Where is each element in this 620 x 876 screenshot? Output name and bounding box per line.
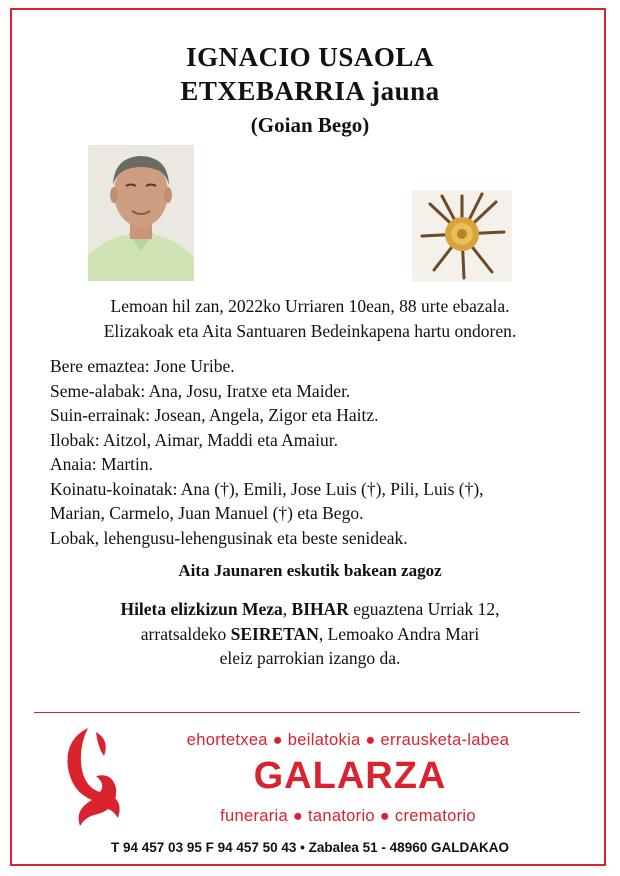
family-list [50,354,590,550]
funeral-place: , Lemoako Andra Mari [318,623,480,644]
family-line: Koinatu-koinatak: Ana (†), Emili, Jose Luis (†), Pili, Luis (†), [50,478,484,499]
death-notice-line1: Lemoan hil zan, 2022ko Urriaren 10ean, 88 urte ebazala. [110,296,510,316]
funeral-mass-label: Hileta elizkizun Meza [120,599,283,619]
funeral-separator: , [282,599,292,619]
funeral-time: SEIRETAN [230,623,319,644]
thistle-flower-image [412,190,512,282]
death-notice-line2: Elizakoak eta Aita Santuaren Bedeinkapena hartu ondoren. [103,321,517,341]
funeral-day: BIHAR [291,599,349,619]
family-line: Marian, Carmelo, Juan Manuel (†) eta Bego. [50,503,364,523]
brand-name: GALARZA [253,755,447,797]
goian-bego-text: (Goian Bego) [250,113,370,137]
deceased-name-line2: ETXEBARRIA jauna [180,76,440,106]
contact-info: T 94 457 03 95 F 94 457 50 43 • Zabalea 51 - 48960 GALDAKAO [111,840,509,855]
funeral-date: eguaztena Urriak 12, [348,599,500,619]
family-line: Ilobak: Aitzol, Aimar, Maddi eta Amaiur. [50,429,338,450]
portrait-photo [88,145,194,281]
funeral-line3: eleiz parrokian izango da. [219,648,401,668]
funeral-details [0,597,620,671]
footer-divider [34,712,580,713]
family-line: Suin-errainak: Josean, Angela, Zigor eta Haitz. [50,405,379,425]
deceased-name-line1: IGNACIO USAOLA [186,42,434,72]
services-spanish: funeraria ● tanatorio ● crematorio [220,807,476,825]
family-line: Bere emaztea: Jone Uribe. [50,356,235,376]
family-line: Seme-alabak: Ana, Josu, Iratxe eta Maider. [50,380,351,401]
funeral-line1 [0,597,620,622]
funeral-line2 [0,622,620,647]
peace-line: Aita Jaunaren eskutik bakean zagoz [178,561,442,580]
services-basque: ehortetxea ● beilatokia ● errausketa-labea [186,731,510,749]
death-notice [0,294,620,344]
family-line: Anaia: Martin. [50,454,154,474]
family-line: Lobak, lehengusu-lehengusinak eta beste senideak. [50,527,408,548]
funeral-time-prefix: arratsaldeko [140,623,231,644]
